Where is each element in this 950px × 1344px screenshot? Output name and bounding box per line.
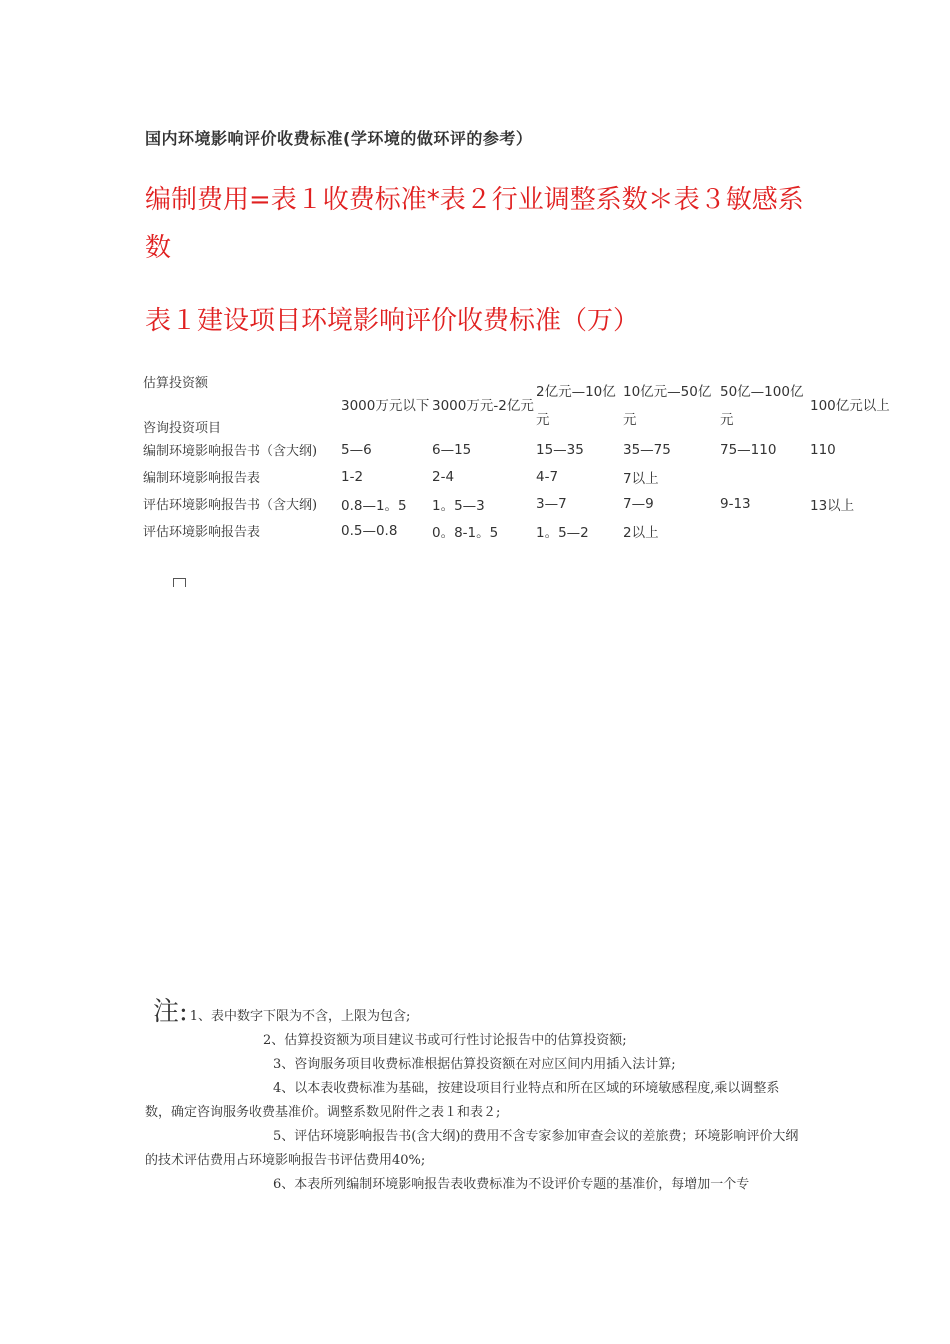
table-cell: 35—75 xyxy=(623,441,671,458)
note-text: 1、表中数字下限为不含，上限为包含; xyxy=(189,1009,411,1024)
table-cell: 0。8-1。5 xyxy=(432,524,499,541)
table-cell xyxy=(810,463,910,490)
row-label: 评估环境影响报告表 xyxy=(143,525,261,540)
table-cell: 0.8—1。5 xyxy=(341,497,407,514)
table-cell: 5—6 xyxy=(341,441,372,458)
table-row xyxy=(143,463,910,490)
row-label: 评估环境影响报告书（含大纲) xyxy=(143,498,318,513)
notes-prefix: 注: xyxy=(153,997,188,1027)
table-cell: 1。5—2 xyxy=(536,524,589,541)
note-item: 6、本表所列编制环境影响报告表收费标准为不设评价专题的基准价，每增加一个专 xyxy=(273,1177,750,1192)
note-item: 4、以本表收费标准为基础，按建设项目行业特点和所在区域的环境敏感程度,乘以调整系数，确定咨询服务收费基准价。调整系数见附件之表１和表２; xyxy=(145,1081,780,1120)
table-cell: 15—35 xyxy=(536,441,584,458)
note-item: 5、评估环境影响报告书(含大纲)的费用不含专家参加审查会议的差旅费；环境影响评价大纲的技术评估费用占环境影响报告书评估费用40%; xyxy=(145,1129,799,1168)
table-cell xyxy=(810,517,910,544)
note-item: 2、估算投资额为项目建议书或可行性讨论报告中的估算投资额; xyxy=(263,1033,627,1048)
table-cell: 1-2 xyxy=(341,468,364,485)
table-header-row xyxy=(143,372,910,436)
note-item xyxy=(145,997,805,1029)
column-header: 3000万元以下 xyxy=(341,398,430,414)
table-cell: 13以上 xyxy=(810,497,855,514)
table-cell: 1。5—3 xyxy=(432,497,485,514)
table-cell: 75—110 xyxy=(720,441,777,458)
table-corner-cell xyxy=(143,372,341,436)
notes-section xyxy=(145,997,805,1197)
note-item: 3、咨询服务项目收费标准根据估算投资额在对应区间内用插入法计算; xyxy=(273,1057,676,1072)
table-row xyxy=(143,436,910,463)
table-cell xyxy=(720,463,810,490)
column-header: 2亿元—10亿元 xyxy=(536,384,616,428)
column-header: 3000万元-2亿元 xyxy=(432,398,534,414)
row-label: 编制环境影响报告表 xyxy=(143,471,261,486)
table-row xyxy=(143,517,910,544)
table-cell: 110 xyxy=(810,441,836,458)
table-cell: 2以上 xyxy=(623,524,659,541)
table-cell: 7—9 xyxy=(623,495,654,512)
anchor-mark-icon xyxy=(173,578,186,587)
table-cell: 6—15 xyxy=(432,441,472,458)
table-cell: 2-4 xyxy=(432,468,455,485)
corner-bottom-label: 咨询投资项目 xyxy=(143,421,222,436)
table-cell xyxy=(720,517,810,544)
table-cell: 4-7 xyxy=(536,468,559,485)
fee-table xyxy=(143,372,910,544)
column-header: 100亿元以上 xyxy=(810,398,890,414)
fee-formula: 编制费用=表１收费标准*表２行业调整系数＊表３敏感系数 xyxy=(145,185,804,263)
table-cell: 3—7 xyxy=(536,495,567,512)
page-title: 国内环境影响评价收费标准(学环境的做环评的参考） xyxy=(145,129,533,148)
column-header: 10亿元—50亿元 xyxy=(623,384,712,428)
table-title: 表１建设项目环境影响评价收费标准（万） xyxy=(145,306,640,336)
row-label: 编制环境影响报告书（含大纲) xyxy=(143,444,318,459)
column-header: 50亿—100亿元 xyxy=(720,384,804,428)
table-row xyxy=(143,490,910,517)
table-cell: 0.5—0.8 xyxy=(341,522,398,539)
table-cell: 9-13 xyxy=(720,495,751,512)
table-cell: 7以上 xyxy=(623,470,659,487)
corner-top-label: 估算投资额 xyxy=(143,376,209,391)
